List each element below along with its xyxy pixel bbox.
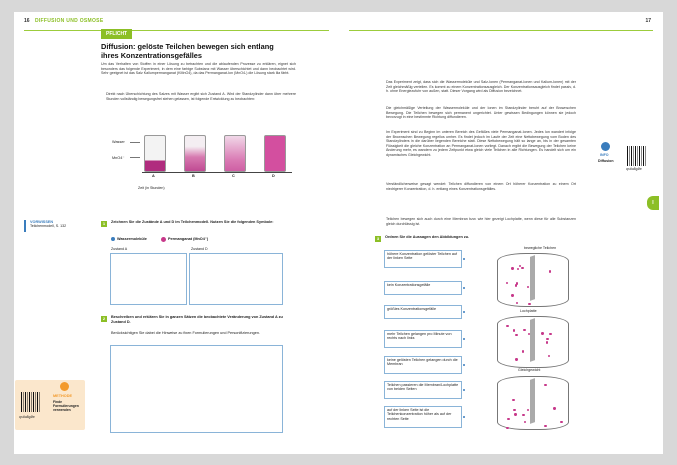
info-title: INFO bbox=[600, 153, 609, 157]
intro-paragraph-2: Direkt nach Überschichtung des Salzes mit Wasser ergibt sich Zustand A. Wird der Standzylinder dann über mehrere Stunden vollständig bewegungsfrei stehen gelassen, ist folgende Entwicklung zu beobachten: bbox=[106, 92, 296, 101]
info-icon bbox=[601, 142, 610, 151]
particle-dot bbox=[549, 333, 551, 335]
statement-dot-1[interactable] bbox=[463, 258, 465, 260]
particle-dot bbox=[507, 418, 509, 420]
page-title: Diffusion: gelöste Teilchen bewegen sich entlang ihres Konzentrationsgefälles bbox=[101, 42, 274, 60]
statement-5[interactable]: keine gelösten Teilchen gelangen durch die Membran bbox=[384, 356, 462, 374]
info-qr-label: qr.dia8g4fe bbox=[626, 167, 642, 171]
particle-dot bbox=[528, 303, 530, 305]
task-2-text: Beschreiben und erklären Sie in ganzen Sätzen die beobachtete Veränderung von Zustand A zu Zustand D. bbox=[111, 315, 283, 324]
particle-dot bbox=[546, 338, 548, 340]
water-molecule-icon bbox=[111, 237, 115, 241]
leader-mno4 bbox=[130, 157, 140, 158]
legend-permanganate: Permanganat (MnO4⁻) bbox=[167, 237, 209, 241]
time-axis-label: Zeit (in Stunden) bbox=[138, 186, 165, 190]
label-mno4: MnO4⁻ bbox=[112, 156, 125, 160]
info-text: Diffusion bbox=[598, 159, 614, 163]
label-plate: Lochplatte bbox=[520, 309, 537, 313]
intro-paragraph: Um das Verhalten von Stoffen in einer Lösung zu betrachten und die ablaufenden Prozesse zu erklären, eignet sich besonders das folgende Experiment, in dem eine farbige Substanz mit Wasser überschichtet und dann beobachtet wird. Sehr geeignet ist das Salz Kaliumpermanganat (KMnO4), da das Permanganat-Ion (MnO4-) die Lösung stark lila färbt. bbox=[101, 62, 296, 76]
section-title: DIFFUSION UND OSMOSE bbox=[34, 18, 104, 24]
cylinder-figure bbox=[112, 130, 302, 182]
cylinder-c bbox=[224, 135, 246, 172]
statement-1[interactable]: höhere Konzentration gelöster Teilchen auf der linken Seite bbox=[384, 250, 462, 268]
statement-6[interactable]: Teilchen passieren die Membran/Lochplatte von beiden Seiten bbox=[384, 381, 462, 399]
task-1-number: 1 bbox=[102, 221, 106, 226]
pflicht-badge: PFLICHT bbox=[101, 29, 132, 39]
vorwissen-box[interactable] bbox=[24, 220, 84, 232]
particle-dot bbox=[553, 407, 555, 409]
particle-dot bbox=[515, 358, 517, 360]
statement-dot-4[interactable] bbox=[463, 338, 465, 340]
method-title: METHODE bbox=[53, 394, 72, 398]
particle-dot bbox=[513, 409, 515, 411]
label-water: Wasser bbox=[112, 140, 125, 144]
header-rule-right bbox=[349, 30, 653, 31]
drawing-box-d[interactable] bbox=[189, 253, 283, 305]
membrane-plate-1 bbox=[530, 255, 535, 301]
label-b: B bbox=[192, 174, 195, 178]
statement-7[interactable]: auf der linken Seite ist die Teilchenkonzentration höher als auf der rechten Seite bbox=[384, 406, 462, 428]
particle-dot bbox=[546, 341, 548, 343]
statement-4[interactable]: mehr Teilchen gelangen pro Minute von rechts nach links bbox=[384, 330, 462, 348]
method-icon bbox=[60, 382, 69, 391]
particle-dot bbox=[506, 427, 508, 429]
left-header bbox=[24, 18, 103, 24]
leader-water bbox=[130, 142, 140, 143]
time-axis bbox=[142, 172, 292, 173]
particle-dot bbox=[522, 414, 524, 416]
method-qr-label: qr.dia8g4fe bbox=[19, 415, 35, 419]
chapter-tab-label: I bbox=[652, 200, 654, 206]
statement-dot-3[interactable] bbox=[463, 311, 465, 313]
particle-dot bbox=[514, 413, 516, 415]
particle-dot bbox=[541, 332, 543, 334]
particle-dot bbox=[515, 284, 517, 286]
label-particles: bewegliche Teilchen bbox=[524, 246, 557, 250]
membrane-plate-3 bbox=[530, 378, 535, 424]
statement-dot-5[interactable] bbox=[463, 364, 465, 366]
header-rule bbox=[24, 30, 329, 31]
method-text: Finde Formulierungen verwenden bbox=[53, 400, 79, 412]
info-qr-code-icon[interactable] bbox=[627, 146, 647, 166]
permanganate-icon bbox=[161, 237, 166, 242]
particle-dot bbox=[522, 350, 524, 352]
answer-box-2[interactable] bbox=[110, 345, 283, 433]
task-2-number: 2 bbox=[102, 316, 106, 321]
state-a-label: Zustand A bbox=[111, 247, 128, 251]
membrane-plate-2 bbox=[530, 318, 535, 362]
label-equilibrium: Gleichgewicht bbox=[518, 368, 541, 372]
right-paragraph-2: Die gleichmäßige Verteilung der Wassermoleküle und der Ionen im Standzylinder beruht auf der Brownschen Bewegung. Die Teilchen bewegen sich permanent ungerichtet. Unter gewissen Bedingungen können sie jedoch bevorzugt in eine bestimmte Richtung diffundieren. bbox=[386, 106, 576, 120]
statement-2[interactable]: kein Konzentrationsgefälle bbox=[384, 281, 462, 295]
cylinder-d bbox=[264, 135, 286, 172]
right-paragraph-1: Das Experiment zeigt, dass sich die Wassermoleküle und Salz-Ionen (Permanganat-Ionen und Kalium-Ionen) mit der Zeit gleichmäßig verteilen. Es kommt zu einem Konzentrationsausgleich. Der Konzentrationsausgleich findet passiv, d. h. ohne Energiezufuhr von außen, statt. Dieser Vorgang wird als Diffusion bezeichnet. bbox=[386, 80, 576, 94]
right-paragraph-5: Teilchen bewegen sich auch durch eine Membran bzw. wie hier gezeigt Lochplatte, wenn diese für alle Substanzen gleich durchlässig ist. bbox=[386, 217, 576, 226]
statement-dot-2[interactable] bbox=[463, 287, 465, 289]
left-page-number: 16 bbox=[24, 18, 30, 24]
particle-dot bbox=[511, 267, 513, 269]
cylinder-b bbox=[184, 135, 206, 172]
right-paragraph-3: Im Experiment sind zu Beginn im unteren Bereich des Gefäßes viele Permanganat-Ionen. Jedes Ion wandert infolge der Brownschen Bewegung regellos umher. Es findet jedoch im Laufe der Zeit eine Nettobewegung vom Boden des Standzylinders in die darüber liegenden Bereiche statt. Diese Nettobewegung hält so lange an, bis in der gesamten Flüssigkeit die gleiche Konzentration an Permanganat-Ionen vorliegt. Danach ergibt die Bewegung der Teilchen keine Änderung mehr, es wandern zu jedem Zeitpunkt etwa gleich viele Teilchen in alle Richtungen. Es handelt sich um ein dynamisches Gleichgewicht. bbox=[386, 130, 576, 157]
task-3-text: Ordnen Sie die Aussagen den Abbildungen zu. bbox=[385, 235, 470, 239]
cylinder-a bbox=[144, 135, 166, 172]
statement-dot-6[interactable] bbox=[463, 389, 465, 391]
vorwissen-title: VORWISSEN bbox=[30, 220, 54, 224]
particle-dot bbox=[549, 270, 551, 272]
label-a: A bbox=[152, 174, 155, 178]
label-d: D bbox=[272, 174, 275, 178]
particle-dot bbox=[513, 329, 515, 331]
particle-dot bbox=[512, 399, 514, 401]
method-qr-code-icon[interactable] bbox=[21, 392, 41, 412]
legend-water: Wassermoleküle bbox=[117, 237, 147, 241]
info-box[interactable] bbox=[595, 140, 653, 172]
drawing-box-a[interactable] bbox=[110, 253, 187, 305]
statement-dot-7[interactable] bbox=[463, 416, 465, 418]
statement-3[interactable]: größtes Konzentrationsgefälle bbox=[384, 305, 462, 319]
task-1-legend bbox=[111, 236, 208, 242]
vorwissen-ref: Teilchenmodell, S. 132 bbox=[30, 224, 67, 228]
particle-dot bbox=[511, 294, 513, 296]
chapter-tab[interactable] bbox=[647, 196, 659, 210]
particle-dot bbox=[523, 329, 525, 331]
right-page-number: 17 bbox=[645, 18, 651, 24]
task-2-hint: Berücksichtigen Sie dabei die Hinweise zu fixen Formulierungen und Personifizierungen. bbox=[111, 331, 261, 335]
task-3-number: 3 bbox=[376, 236, 380, 241]
label-c: C bbox=[232, 174, 235, 178]
right-paragraph-4: Verständlicherweise gesagt wendet: Teilchen diffundieren von einem Ort höherer Konzentration zu einem Ort niedrigerer Konzentration, d. h. entlang eines Konzentrationsgefälles. bbox=[386, 182, 576, 191]
particle-dot bbox=[560, 421, 562, 423]
state-d-label: Zustand D bbox=[191, 247, 208, 251]
task-1-text: Zeichnen Sie die Zustände A und D im Teilchenmodell. Nutzen Sie die folgenden Symbole: bbox=[111, 220, 274, 224]
method-box[interactable] bbox=[15, 380, 85, 430]
